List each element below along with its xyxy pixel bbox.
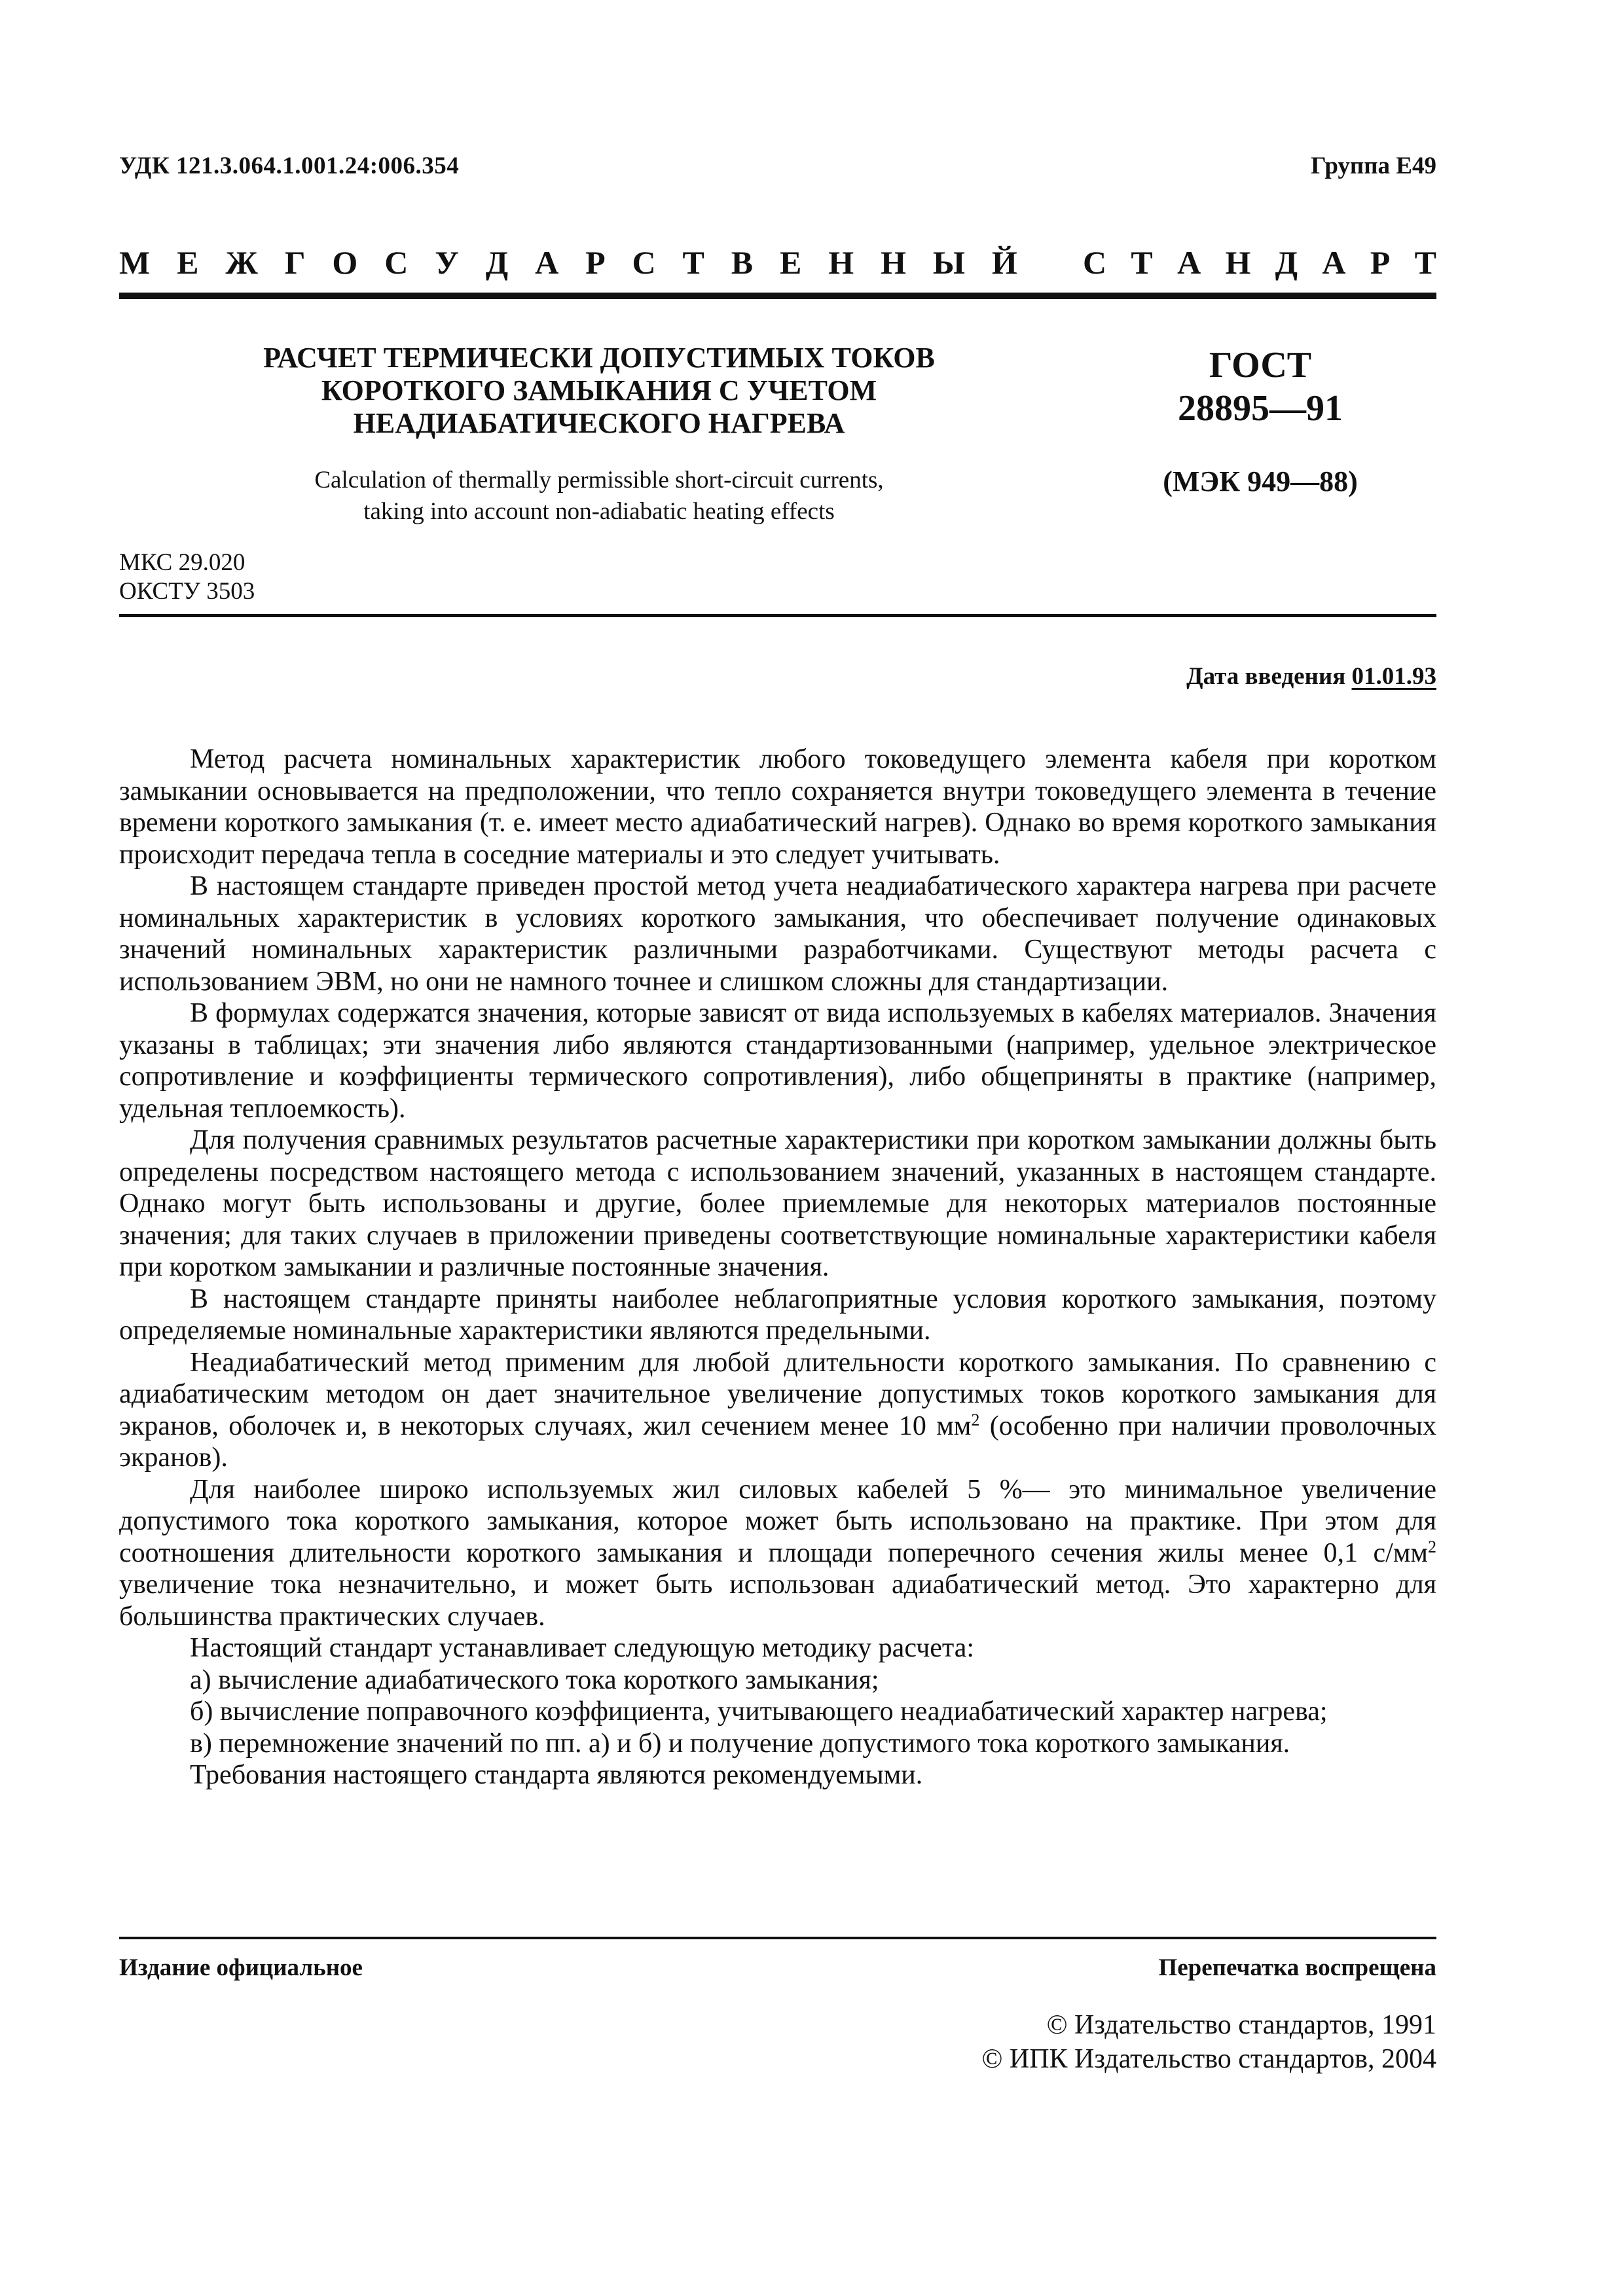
banner-letter: Е xyxy=(177,244,199,281)
document-title xyxy=(190,342,1008,440)
intro-date-value: 01.01.93 xyxy=(1351,663,1436,690)
paragraph: Метод расчета номинальных характеристик любого токоведущего элемента кабеля при коротком замыкании основывается на предположении, что тепло сохраняется внутри токоведущего элемента в течение времени короткого замыкания (т. е. имеет место адиабатический нагрев). Однако во время короткого замыкания происходит передача тепла в соседние материалы и это следует учитывать. xyxy=(119,744,1436,870)
banner-letter: Т xyxy=(682,244,704,281)
banner-rule xyxy=(119,293,1436,299)
banner-letter: А xyxy=(1322,244,1346,281)
paragraph: В настоящем стандарте приняты наиболее неблагоприятные условия короткого замыкания, поэтому определяемые номинальные характеристики являются предельными. xyxy=(119,1283,1436,1346)
header-rule xyxy=(119,614,1436,617)
list-item: в) перемножение значений по пп. а) и б) и получение допустимого тока короткого замыкания. xyxy=(190,1728,1290,1759)
gost-number: 28895—91 xyxy=(1178,388,1343,429)
copyright-line: © ИПК Издательство стандартов, 2004 xyxy=(981,2044,1436,2074)
superscript: 2 xyxy=(971,1410,980,1429)
banner-letter: Ж xyxy=(225,244,258,281)
banner-letter: Н xyxy=(828,244,854,281)
banner-letter: Ы xyxy=(932,244,965,281)
introduction-date xyxy=(1186,662,1436,691)
okstu-code: ОКСТУ 3503 xyxy=(119,578,255,605)
gost-designation xyxy=(1142,344,1378,430)
banner-letter: Н xyxy=(1225,244,1251,281)
copyright-block xyxy=(981,2008,1436,2076)
list-item: б) вычисление поправочного коэффициента, учитывающего неадиабатический характер нагрева; xyxy=(190,1696,1328,1727)
iec-reference: (МЭК 949—88) xyxy=(1163,465,1358,497)
paragraph: В формулах содержатся значения, которые зависят от вида используемых в кабелях материалов. Значения указаны в таблицах; эти значения либо являются стандартизованными (например, удельное электрическое сопротивление и коэффициенты термического сопротивления), либо общеприняты в практике (например, удельная теплоемкость). xyxy=(119,998,1436,1124)
paragraph: Для получения сравнимых результатов расчетные характеристики при коротком замыкании должны быть определены посредством настоящего метода с использованием значений, указанных в настоящем стандарте. Однако могут быть использованы и другие, более приемлемые для некоторых материалов постоянные значения; для таких случаев в приложении приведены соответствующие номинальные характеристики кабеля при коротком замыкании и различные постоянные значения. xyxy=(119,1125,1436,1282)
paragraph: Настоящий стандарт устанавливает следующую методику расчета: xyxy=(190,1633,975,1663)
banner-letter: В xyxy=(731,244,754,281)
paragraph xyxy=(119,1347,1436,1474)
mks-code: МКС 29.020 xyxy=(119,549,246,576)
banner-letter: Д xyxy=(1275,244,1298,281)
intro-date-label: Дата введения xyxy=(1186,663,1346,690)
banner-letter: Р xyxy=(585,244,606,281)
banner-word-standard xyxy=(1083,243,1436,281)
copyright-line: © Издательство стандартов, 1991 xyxy=(1046,2010,1436,2040)
superscript: 2 xyxy=(1428,1537,1436,1556)
standard-banner xyxy=(119,243,1436,281)
banner-letter: М xyxy=(119,244,151,281)
banner-letter: Р xyxy=(1370,244,1391,281)
paragraph-text: Для наиболее широко используемых жил силовых кабелей 5 %— это минимальное увеличение допустимого тока короткого замыкания, которое может быть использовано на практике. При этом для соотношения длительности короткого замыкания и площади поперечного сечения жилы менее 0,1 с/мм xyxy=(119,1474,1436,1568)
paragraph: В настоящем стандарте приведен простой метод учета неадиабатического характера нагрева при расчете номинальных характеристик в условиях короткого замыкания, что обеспечивает получение одинаковых значений номинальных характеристик различными разработчиками. Существуют методы расчета с использованием ЭВМ, но они не намного точнее и слишком сложны для стандартизации. xyxy=(119,871,1436,997)
body-text xyxy=(119,744,1436,1791)
paragraph-text: (особенно при наличии проволочных экранов). xyxy=(119,1410,1436,1473)
banner-letter: Е xyxy=(780,244,802,281)
banner-letter: О xyxy=(332,244,358,281)
official-edition-label: Издание официальное xyxy=(119,1954,363,1981)
title-line: НЕАДИАБАТИЧЕСКОГО НАГРЕВА xyxy=(353,407,845,439)
banner-letter: А xyxy=(535,244,559,281)
title-line: КОРОТКОГО ЗАМЫКАНИЯ С УЧЕТОМ xyxy=(321,374,877,406)
english-title-line: Calculation of thermally permissible short-circuit currents, xyxy=(314,467,884,493)
paragraph-text: Неадиабатический метод применим для любой длительности короткого замыкания. По сравнению с адиабатическим методом он дает значительное увеличение допустимых токов короткого замыкания для экранов, оболочек и, в некоторых случаях, жил сечением менее 10 мм xyxy=(119,1347,1436,1441)
banner-letter: У xyxy=(435,244,459,281)
banner-letter: Й xyxy=(991,244,1017,281)
footer-rule xyxy=(119,1937,1436,1939)
paragraph-text: увеличение тока незначительно, и может быть использован адиабатический метод. Это характерно для большинства практических случаев. xyxy=(119,1570,1436,1632)
banner-letter: Т xyxy=(1414,244,1436,281)
banner-letter: Д xyxy=(485,244,509,281)
paragraph: Требования настоящего стандарта являются рекомендуемыми. xyxy=(190,1760,923,1790)
udk-code: УДК 121.3.064.1.001.24:006.354 xyxy=(119,152,460,179)
banner-letter: Г xyxy=(284,244,306,281)
banner-letter: А xyxy=(1177,244,1201,281)
group-code: Группа Е49 xyxy=(1311,152,1436,179)
title-line: РАСЧЕТ ТЕРМИЧЕСКИ ДОПУСТИМЫХ ТОКОВ xyxy=(263,342,935,374)
reprint-prohibited-label: Перепечатка воспрещена xyxy=(1158,1954,1436,1981)
banner-word-interstate xyxy=(119,243,1017,281)
banner-letter: С xyxy=(632,244,656,281)
banner-letter: Н xyxy=(881,244,906,281)
gost-label: ГОСТ xyxy=(1209,345,1312,386)
paragraph xyxy=(119,1474,1436,1633)
banner-letter: С xyxy=(1083,244,1107,281)
banner-letter: С xyxy=(384,244,409,281)
english-title xyxy=(190,465,1008,528)
classification-codes xyxy=(119,548,255,606)
banner-letter: Т xyxy=(1131,244,1153,281)
english-title-line: taking into account non-adiabatic heating effects xyxy=(363,498,835,525)
list-item: а) вычисление адиабатического тока короткого замыкания; xyxy=(190,1664,879,1695)
